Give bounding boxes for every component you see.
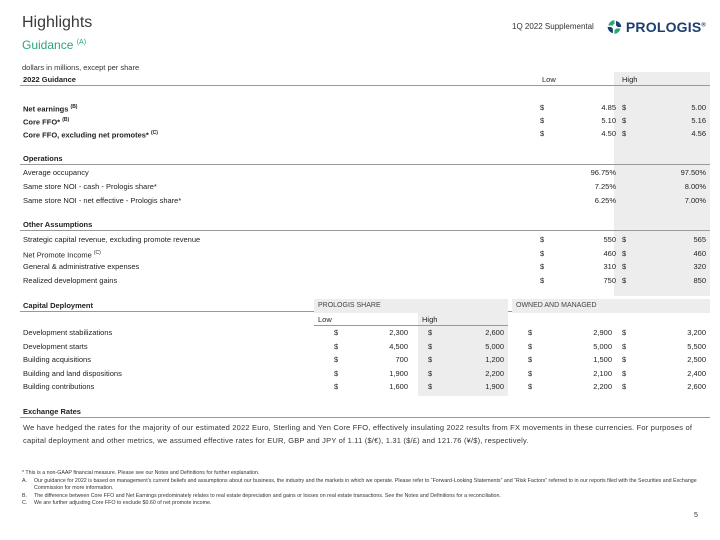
high-currency: $ (622, 116, 627, 125)
owned-high-value: 3,200 (687, 328, 706, 337)
low-currency: $ (540, 249, 545, 258)
logo-word: PROLOGIS (625, 19, 702, 35)
high-currency: $ (622, 129, 627, 138)
owned-low-value: 2,200 (593, 382, 612, 391)
footnote-key: C. (22, 500, 28, 507)
share-low-value: 4,500 (389, 342, 408, 351)
guidance-row (20, 127, 710, 140)
high-currency: $ (622, 249, 627, 258)
capital-low-header: Low (318, 315, 332, 324)
owned-low-currency: $ (528, 355, 533, 364)
assumption-row (20, 274, 710, 287)
low-value: 4.85 (601, 103, 616, 112)
row-label: Same store NOI - net effective - Prologis share* (23, 196, 182, 205)
share-high-currency: $ (428, 355, 433, 364)
footnote-key: B. (22, 492, 28, 499)
row-label: Realized development gains (23, 276, 118, 285)
owned-high-value: 2,500 (687, 355, 706, 364)
high-value: 7.00% (684, 196, 706, 205)
footnotes (22, 470, 702, 508)
logo-registered: ® (701, 22, 706, 29)
low-currency: $ (540, 116, 545, 125)
share-high-currency: $ (428, 342, 433, 351)
high-currency: $ (622, 262, 627, 271)
row-label: Strategic capital revenue, excluding promote revenue (23, 235, 201, 244)
share-high-value: 2,600 (485, 328, 504, 337)
row-label: Building and land dispositions (23, 369, 122, 378)
high-value: 8.00% (684, 182, 706, 191)
capital-row (20, 380, 710, 393)
subtitle-note: (A) (76, 39, 87, 46)
fx-text: We have hedged the rates for the majority of our estimated 2022 Euro, Sterling and Yen Core FFO, effectively insulating 2022 results from FX movements in these currencies. For purposes of capital deployment and other metrics, we assumed effective rates for EUR, GBP and JPY of 1.11 ($/€), 1.31 ($/£) and 121.76 (¥/$), respectively. (23, 423, 693, 445)
units-note: dollars in millions, except per share (22, 63, 140, 72)
logo-text (626, 19, 706, 35)
owned-high-value: 2,400 (687, 369, 706, 378)
footnote-item (22, 478, 702, 493)
prologis-mark-icon (606, 16, 623, 38)
owned-low-currency: $ (528, 342, 533, 351)
operations-row (20, 166, 710, 179)
row-label: Development starts (23, 342, 88, 351)
high-value: 460 (693, 249, 706, 258)
operations-label: Operations (23, 154, 63, 163)
row-label: Net Promote Income $^{(C)}$ (23, 250, 101, 260)
high-value: 97.50% (680, 168, 706, 177)
capital-high-header: High (422, 315, 438, 324)
owned-low-value: 2,900 (593, 328, 612, 337)
row-label: Building contributions (23, 382, 95, 391)
capital-row (20, 340, 710, 353)
footnote-star: * This is a non-GAAP financial measure. Please see our Notes and Definitions for further explanation. (22, 470, 260, 476)
page-subtitle (22, 38, 86, 52)
high-currency: $ (622, 103, 627, 112)
owned-low-value: 1,500 (593, 355, 612, 364)
low-currency: $ (540, 235, 545, 244)
share-low-currency: $ (334, 369, 339, 378)
owned-managed-header: OWNED AND MANAGED (512, 299, 710, 313)
high-currency: $ (622, 276, 627, 285)
share-low-value: 2,300 (389, 328, 408, 337)
owned-high-currency: $ (622, 328, 627, 337)
low-value: 4.50 (601, 129, 616, 138)
operations-row (20, 194, 710, 207)
low-value: 6.25% (594, 196, 616, 205)
capital-row (20, 326, 710, 339)
share-high-currency: $ (428, 328, 433, 337)
owned-low-currency: $ (528, 328, 533, 337)
low-value: 5.10 (601, 116, 616, 125)
low-value: 96.75% (590, 168, 616, 177)
low-header: Low (542, 75, 556, 84)
footnote-text: Our guidance for 2022 is based on management’s current beliefs and assumptions about our business, the industry and the markets in which we operate. Please refer to “Forward-Looking Statements” and “Risk Factors” referred to in our reports filed with the Securities and Exchange Commission for more information. (34, 477, 697, 492)
guidance-row (20, 114, 710, 127)
share-low-value: 700 (395, 355, 408, 364)
row-label: Same store NOI - cash - Prologis share* (23, 182, 157, 191)
share-high-value: 5,000 (485, 342, 504, 351)
share-high-value: 1,200 (485, 355, 504, 364)
share-low-currency: $ (334, 382, 339, 391)
high-header: High (622, 75, 638, 84)
footnote-text: The difference between Core FFO and Net Earnings predominately relates to real estate depreciation and gains or losses on real estate transactions. See the Notes and Definitions for a reconciliation. (34, 492, 501, 499)
row-label: Development stabilizations (23, 328, 113, 337)
owned-high-currency: $ (622, 355, 627, 364)
prologis-logo (606, 16, 706, 38)
share-high-value: 2,200 (485, 369, 504, 378)
row-note: (B) (62, 117, 70, 123)
share-high-currency: $ (428, 369, 433, 378)
share-high-value: 1,900 (485, 382, 504, 391)
high-value: 320 (693, 262, 706, 271)
share-low-currency: $ (334, 342, 339, 351)
row-note: (C) (93, 250, 101, 256)
row-note: (C) (150, 130, 158, 136)
owned-high-value: 2,600 (687, 382, 706, 391)
high-value: 850 (693, 276, 706, 285)
share-low-value: 1,600 (389, 382, 408, 391)
share-low-value: 1,900 (389, 369, 408, 378)
assumption-row (20, 247, 710, 260)
fx-label: Exchange Rates (23, 407, 81, 416)
page-number: 5 (694, 512, 698, 519)
high-value: 4.56 (691, 129, 706, 138)
high-value: 565 (693, 235, 706, 244)
owned-high-value: 5,500 (687, 342, 706, 351)
row-label: Core FFO* $^{(B)}$ (23, 117, 70, 127)
low-value: 310 (603, 262, 616, 271)
page-title: Highlights (22, 14, 93, 31)
prologis-share-header: PROLOGIS SHARE (314, 299, 508, 313)
footnote-key: A. (22, 477, 28, 484)
operations-header (20, 152, 710, 165)
low-value: 550 (603, 235, 616, 244)
low-currency: $ (540, 262, 545, 271)
capital-row (20, 367, 710, 380)
owned-high-currency: $ (622, 342, 627, 351)
row-label: Average occupancy (23, 168, 89, 177)
assumption-row (20, 260, 710, 273)
owned-low-currency: $ (528, 369, 533, 378)
share-low-currency: $ (334, 328, 339, 337)
high-value: 5.16 (691, 116, 706, 125)
subtitle-text: Guidance (22, 38, 74, 52)
capital-label: Capital Deployment (23, 301, 94, 310)
low-currency: $ (540, 276, 545, 285)
row-label: Core FFO, excluding net promotes* $^{(C)}$ (23, 130, 158, 140)
owned-high-currency: $ (622, 369, 627, 378)
fx-header (20, 405, 710, 418)
row-label: General & administrative expenses (23, 262, 140, 271)
row-label: Net earnings $^{(B)}$ (23, 104, 78, 114)
other-header (20, 218, 710, 231)
capital-subheader-row (314, 313, 508, 326)
share-high-currency: $ (428, 382, 433, 391)
assumption-row (20, 233, 710, 246)
share-low-currency: $ (334, 355, 339, 364)
low-currency: $ (540, 103, 545, 112)
low-currency: $ (540, 129, 545, 138)
other-label: Other Assumptions (23, 220, 93, 229)
owned-low-value: 5,000 (593, 342, 612, 351)
low-value: 460 (603, 249, 616, 258)
guidance-header-row (20, 73, 710, 86)
low-value: 7.25% (594, 182, 616, 191)
owned-low-currency: $ (528, 382, 533, 391)
guidance-label: 2022 Guidance (23, 75, 76, 84)
capital-row (20, 353, 710, 366)
guidance-row (20, 101, 710, 114)
low-value: 750 (603, 276, 616, 285)
high-currency: $ (622, 235, 627, 244)
operations-row (20, 180, 710, 193)
high-value: 5.00 (691, 103, 706, 112)
supplemental-label: 1Q 2022 Supplemental (512, 22, 594, 31)
row-label: Building acquisitions (23, 355, 91, 364)
owned-high-currency: $ (622, 382, 627, 391)
row-note: (B) (70, 104, 78, 110)
footnote-item (22, 500, 702, 508)
owned-low-value: 2,100 (593, 369, 612, 378)
footnote-item (22, 493, 702, 501)
footnote-text: We are further adjusting Core FFO to exclude $0.60 of net promote income. (34, 500, 212, 507)
